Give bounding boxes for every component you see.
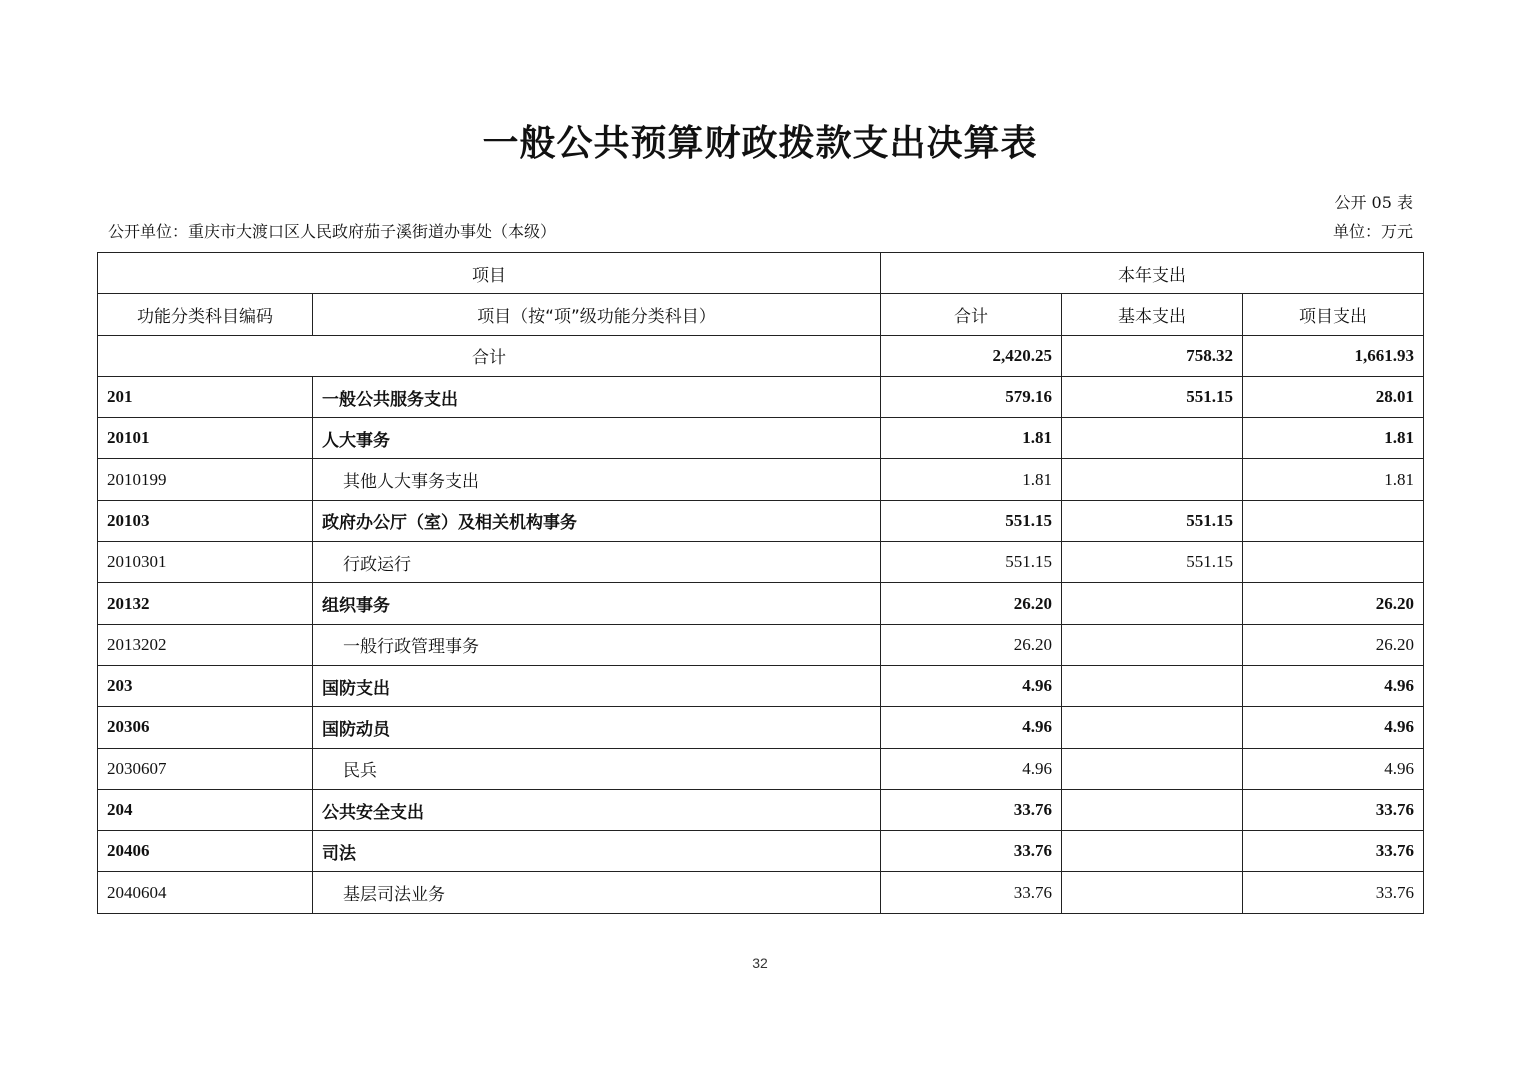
table-row [98, 748, 1424, 789]
total-label: 合计 [98, 335, 881, 376]
row-basic: 551.15 [1062, 500, 1243, 541]
header-year-spend: 本年支出 [881, 253, 1424, 294]
header-row-1 [98, 253, 1424, 294]
row-project [1243, 542, 1424, 583]
row-total: 551.15 [881, 542, 1062, 583]
row-code: 2010301 [98, 542, 313, 583]
row-code: 204 [98, 789, 313, 830]
table-row [98, 376, 1424, 417]
currency-unit: 单位：万元 [1332, 222, 1413, 241]
row-code: 20132 [98, 583, 313, 624]
row-code: 20406 [98, 831, 313, 872]
row-code: 203 [98, 665, 313, 706]
total-project: 1,661.93 [1243, 335, 1424, 376]
row-project: 4.96 [1243, 707, 1424, 748]
table-row [98, 624, 1424, 665]
header-total: 合计 [881, 294, 1062, 335]
row-name: 一般行政管理事务 [313, 624, 881, 665]
row-name: 司法 [313, 831, 881, 872]
row-name: 组织事务 [313, 583, 881, 624]
row-name: 其他人大事务支出 [313, 459, 881, 500]
row-code: 2040604 [98, 872, 313, 913]
row-total: 26.20 [881, 624, 1062, 665]
header-project: 项目 [98, 253, 881, 294]
total-row [98, 335, 1424, 376]
page-number: 32 [752, 955, 768, 971]
row-name: 公共安全支出 [313, 789, 881, 830]
row-code: 2030607 [98, 748, 313, 789]
row-project [1243, 500, 1424, 541]
row-basic [1062, 748, 1243, 789]
table-row [98, 500, 1424, 541]
form-number: 公开 05 表 [1334, 193, 1413, 212]
row-name: 人大事务 [313, 418, 881, 459]
row-name: 基层司法业务 [313, 872, 881, 913]
total-total: 2,420.25 [881, 335, 1062, 376]
table-row [98, 459, 1424, 500]
table-row [98, 542, 1424, 583]
row-basic [1062, 872, 1243, 913]
row-project: 1.81 [1243, 459, 1424, 500]
header-code: 功能分类科目编码 [98, 294, 313, 335]
row-project: 33.76 [1243, 831, 1424, 872]
table-row [98, 418, 1424, 459]
row-basic [1062, 831, 1243, 872]
row-total: 33.76 [881, 872, 1062, 913]
page-title: 一般公共预算财政拨款支出决算表 [482, 123, 1038, 164]
row-basic [1062, 459, 1243, 500]
row-code: 20103 [98, 500, 313, 541]
row-name: 国防支出 [313, 665, 881, 706]
table-row [98, 872, 1424, 913]
header-project-spend: 项目支出 [1243, 294, 1424, 335]
header-basic: 基本支出 [1062, 294, 1243, 335]
total-basic: 758.32 [1062, 335, 1243, 376]
row-project: 4.96 [1243, 748, 1424, 789]
row-total: 4.96 [881, 665, 1062, 706]
row-code: 2010199 [98, 459, 313, 500]
row-total: 4.96 [881, 707, 1062, 748]
row-basic: 551.15 [1062, 542, 1243, 583]
row-name: 政府办公厅（室）及相关机构事务 [313, 500, 881, 541]
row-project: 28.01 [1243, 376, 1424, 417]
row-project: 4.96 [1243, 665, 1424, 706]
row-project: 1.81 [1243, 418, 1424, 459]
table-row [98, 707, 1424, 748]
row-basic [1062, 418, 1243, 459]
row-total: 579.16 [881, 376, 1062, 417]
row-code: 20306 [98, 707, 313, 748]
row-basic [1062, 789, 1243, 830]
table-row [98, 789, 1424, 830]
row-code: 20101 [98, 418, 313, 459]
row-basic [1062, 707, 1243, 748]
row-total: 4.96 [881, 748, 1062, 789]
table-row [98, 831, 1424, 872]
expenditure-table [97, 252, 1424, 914]
row-total: 26.20 [881, 583, 1062, 624]
row-name: 国防动员 [313, 707, 881, 748]
header-row-2 [98, 294, 1424, 335]
row-basic: 551.15 [1062, 376, 1243, 417]
row-total: 33.76 [881, 831, 1062, 872]
row-name: 行政运行 [313, 542, 881, 583]
row-project: 26.20 [1243, 624, 1424, 665]
row-name: 一般公共服务支出 [313, 376, 881, 417]
row-code: 2013202 [98, 624, 313, 665]
row-total: 551.15 [881, 500, 1062, 541]
row-project: 26.20 [1243, 583, 1424, 624]
reporting-unit: 公开单位：重庆市大渡口区人民政府茄子溪街道办事处（本级） [108, 222, 557, 241]
row-total: 1.81 [881, 459, 1062, 500]
row-basic [1062, 624, 1243, 665]
row-total: 1.81 [881, 418, 1062, 459]
row-basic [1062, 583, 1243, 624]
row-project: 33.76 [1243, 789, 1424, 830]
header-item: 项目（按“项”级功能分类科目） [313, 294, 881, 335]
row-code: 201 [98, 376, 313, 417]
table-row [98, 665, 1424, 706]
table-row [98, 583, 1424, 624]
row-basic [1062, 665, 1243, 706]
row-total: 33.76 [881, 789, 1062, 830]
row-name: 民兵 [313, 748, 881, 789]
row-project: 33.76 [1243, 872, 1424, 913]
